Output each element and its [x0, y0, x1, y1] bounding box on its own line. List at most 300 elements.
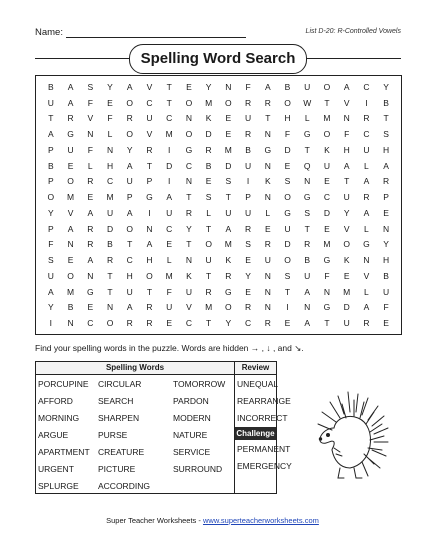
- grid-letter: O: [126, 223, 134, 234]
- grid-letter: R: [126, 113, 133, 124]
- grid-letter: C: [166, 223, 173, 234]
- spelling-word: CREATURE: [98, 447, 145, 457]
- grid-letter: N: [264, 129, 271, 140]
- grid-letter: A: [87, 207, 94, 218]
- grid-letter: Y: [245, 270, 251, 281]
- grid-letter: U: [166, 302, 173, 313]
- grid-letter: W: [303, 97, 312, 108]
- grid-letter: R: [363, 113, 370, 124]
- grid-letter: U: [245, 207, 252, 218]
- grid-letter: U: [284, 223, 291, 234]
- grid-letter: U: [363, 144, 370, 155]
- grid-letter: M: [224, 144, 232, 155]
- grid-letter: O: [323, 129, 331, 140]
- grid-letter: E: [166, 239, 173, 250]
- grid-letter: F: [107, 113, 113, 124]
- grid-letter: D: [166, 160, 173, 171]
- spelling-word: SHARPEN: [98, 413, 140, 423]
- grid-letter: A: [304, 318, 311, 329]
- grid-letter: K: [343, 255, 350, 266]
- grid-letter: D: [225, 160, 232, 171]
- grid-letter: G: [67, 129, 74, 140]
- grid-letter: B: [284, 81, 291, 92]
- grid-letter: B: [245, 144, 251, 155]
- grid-letter: E: [225, 129, 232, 140]
- grid-letter: H: [383, 255, 390, 266]
- grid-letter: O: [284, 97, 291, 108]
- grid-letter: V: [67, 207, 74, 218]
- grid-letter: R: [245, 97, 252, 108]
- grid-letter: A: [48, 129, 54, 140]
- grid-letter: O: [126, 129, 134, 140]
- grid-letter: N: [264, 302, 271, 313]
- grid-letter: B: [304, 255, 311, 266]
- grid-letter: T: [146, 160, 153, 171]
- grid-letter: O: [323, 81, 331, 92]
- grid-letter: A: [146, 239, 153, 250]
- spelling-word: ARGUE: [38, 430, 69, 440]
- grid-letter: I: [148, 207, 151, 218]
- grid-letter: A: [343, 81, 350, 92]
- grid-letter: R: [126, 318, 133, 329]
- grid-letter: D: [284, 239, 291, 250]
- grid-letter: V: [363, 270, 370, 281]
- grid-letter: I: [246, 176, 250, 187]
- grid-letter: R: [205, 144, 212, 155]
- grid-letter: V: [186, 302, 192, 313]
- grid-letter: M: [224, 239, 232, 250]
- grid-letter: D: [106, 223, 114, 234]
- grid-letter: T: [206, 223, 212, 234]
- grid-letter: Q: [303, 160, 311, 171]
- grid-letter: N: [264, 160, 271, 171]
- grid-letter: A: [363, 176, 370, 187]
- grid-letter: A: [67, 81, 74, 92]
- grid-letter: L: [166, 255, 172, 266]
- grid-letter: L: [364, 160, 369, 171]
- grid-letter: B: [48, 160, 54, 171]
- grid-letter: T: [206, 270, 212, 281]
- grid-letter: E: [186, 81, 192, 92]
- name-label: Name:: [35, 27, 63, 38]
- grid-letter: Y: [225, 318, 232, 329]
- spelling-word: PICTURE: [98, 464, 136, 474]
- grid-letter: O: [225, 302, 232, 313]
- porcupine-illustration: [310, 388, 390, 484]
- grid-letter: A: [225, 223, 232, 234]
- grid-letter: G: [284, 207, 291, 218]
- grid-letter: T: [304, 144, 310, 155]
- grid-letter: U: [47, 270, 54, 281]
- grid-letter: U: [185, 286, 192, 297]
- grid-letter: S: [205, 192, 212, 203]
- list-label: List D-20: R-Controlled Vowels: [305, 28, 401, 35]
- grid-letter: O: [67, 270, 74, 281]
- grid-letter: C: [363, 129, 370, 140]
- grid-letter: U: [304, 270, 311, 281]
- grid-letter: A: [67, 97, 74, 108]
- grid-letter: N: [67, 239, 74, 250]
- worksheet-header: [35, 27, 401, 41]
- grid-letter: R: [87, 223, 94, 234]
- grid-letter: M: [205, 302, 213, 313]
- spelling-word: MODERN: [173, 413, 211, 423]
- grid-letter: G: [146, 192, 153, 203]
- footer: [0, 516, 425, 525]
- grid-letter: U: [47, 97, 54, 108]
- grid-letter: R: [383, 176, 390, 187]
- grid-letter: C: [166, 113, 173, 124]
- grid-letter: G: [185, 144, 193, 155]
- grid-letter: O: [126, 97, 134, 108]
- grid-letter: O: [343, 239, 350, 250]
- grid-letter: Y: [107, 81, 113, 92]
- grid-letter: F: [344, 129, 350, 140]
- grid-letter: A: [126, 207, 133, 218]
- grid-letter: O: [225, 97, 232, 108]
- grid-letter: S: [225, 176, 232, 187]
- grid-letter: P: [146, 176, 153, 187]
- grid-letter: E: [67, 255, 74, 266]
- grid-letter: F: [284, 129, 291, 140]
- grid-letter: R: [146, 318, 153, 329]
- grid-letter: V: [146, 129, 153, 140]
- grid-letter: K: [186, 270, 192, 281]
- grid-letter: B: [205, 160, 212, 171]
- grid-letter: T: [344, 176, 350, 187]
- grid-letter: U: [245, 160, 252, 171]
- grid-letter: U: [225, 207, 232, 218]
- grid-letter: C: [87, 318, 94, 329]
- grid-letter: E: [205, 176, 212, 187]
- grid-letter: H: [146, 255, 153, 266]
- grid-letter: A: [343, 160, 350, 171]
- spelling-column-1: [38, 378, 90, 497]
- grid-letter: A: [126, 81, 133, 92]
- spelling-word: SEARCH: [98, 396, 134, 406]
- grid-letter: R: [245, 223, 252, 234]
- grid-letter: I: [168, 176, 171, 187]
- grid-letter: I: [365, 97, 368, 108]
- spelling-word: CIRCULAR: [98, 379, 142, 389]
- grid-letter: B: [383, 270, 389, 281]
- grid-letter: A: [363, 207, 370, 218]
- grid-letter: E: [245, 255, 251, 266]
- grid-letter: U: [106, 207, 114, 218]
- word-box: [35, 361, 292, 494]
- grid-letter: I: [49, 318, 53, 329]
- page-title: Spelling Word Search: [129, 44, 307, 74]
- grid-letter: N: [67, 318, 74, 329]
- grid-letter: L: [265, 207, 271, 218]
- grid-letter: E: [87, 192, 94, 203]
- grid-letter: R: [106, 255, 114, 266]
- grid-letter: T: [186, 239, 192, 250]
- grid-letter: A: [87, 255, 94, 266]
- grid-letter: E: [343, 270, 350, 281]
- grid-letter: Y: [48, 207, 54, 218]
- grid-letter: U: [146, 113, 153, 124]
- grid-letter: E: [324, 176, 330, 187]
- footer-prefix: Super Teacher Worksheets -: [106, 516, 203, 525]
- grid-letter: A: [126, 160, 133, 171]
- spelling-word: URGENT: [38, 464, 74, 474]
- grid-letter: G: [303, 129, 311, 140]
- grid-letter: E: [107, 97, 113, 108]
- grid-letter: N: [106, 144, 114, 155]
- grid-letter: T: [324, 318, 330, 329]
- grid-letter: E: [67, 160, 74, 171]
- spelling-word: TOMORROW: [173, 379, 226, 389]
- grid-letter: R: [304, 239, 311, 250]
- grid-letter: T: [383, 113, 389, 124]
- grid-letter: P: [126, 192, 133, 203]
- grid-letter: P: [48, 144, 54, 155]
- grid-letter: T: [225, 192, 231, 203]
- grid-letter: D: [284, 144, 291, 155]
- grid-letter: T: [127, 239, 133, 250]
- grid-letter: R: [264, 318, 271, 329]
- grid-letter: L: [364, 286, 369, 297]
- grid-letter: B: [67, 302, 74, 313]
- grid-letter: T: [166, 97, 172, 108]
- grid-letter: F: [245, 81, 251, 92]
- grid-letter: A: [264, 81, 271, 92]
- grid-letter: M: [67, 286, 75, 297]
- grid-letter: E: [225, 113, 232, 124]
- grid-letter: Y: [383, 239, 389, 250]
- grid-letter: E: [245, 286, 251, 297]
- grid-letter: E: [383, 207, 389, 218]
- grid-letter: M: [67, 192, 75, 203]
- grid-letter: N: [225, 81, 232, 92]
- grid-letter: O: [67, 176, 74, 187]
- grid-letter: N: [264, 286, 271, 297]
- grid-letter: C: [245, 318, 252, 329]
- grid-letter: M: [106, 192, 114, 203]
- grid-letter: A: [48, 286, 54, 297]
- challenge-heading: Challenge: [236, 429, 275, 438]
- grid-letter: F: [87, 97, 93, 108]
- grid-letter: I: [286, 302, 289, 313]
- grid-letter: R: [245, 129, 252, 140]
- grid-letter: R: [146, 144, 153, 155]
- grid-letter: Y: [383, 81, 389, 92]
- grid-letter: C: [146, 97, 153, 108]
- grid-letter: O: [47, 192, 55, 203]
- grid-letter: G: [323, 302, 331, 313]
- grid-letter: K: [264, 176, 271, 187]
- spelling-words-heading: Spelling Words: [105, 363, 165, 372]
- grid-letter: D: [343, 302, 350, 313]
- grid-letter: P: [383, 192, 389, 203]
- grid-letter: E: [284, 318, 291, 329]
- grid-letter: R: [185, 207, 192, 218]
- grid-letter: A: [166, 192, 173, 203]
- grid-letter: U: [205, 255, 212, 266]
- grid-letter: S: [284, 176, 291, 187]
- grid-letter: B: [48, 81, 54, 92]
- grid-letter: R: [146, 302, 153, 313]
- grid-letter: P: [48, 223, 54, 234]
- grid-letter: S: [245, 239, 251, 250]
- grid-letter: T: [107, 286, 113, 297]
- grid-letter: N: [87, 270, 94, 281]
- footer-link[interactable]: www.superteacherworksheets.com: [202, 516, 319, 525]
- spelling-word: MORNING: [38, 413, 80, 423]
- grid-letter: F: [87, 144, 93, 155]
- grid-letter: I: [168, 144, 171, 155]
- grid-letter: E: [166, 318, 173, 329]
- grid-letter: L: [107, 129, 113, 140]
- grid-letter: N: [185, 113, 192, 124]
- grid-letter: A: [383, 160, 389, 171]
- grid-letter: Y: [205, 81, 212, 92]
- grid-letter: C: [363, 81, 370, 92]
- grid-letter: F: [166, 286, 172, 297]
- grid-letter: L: [206, 207, 211, 218]
- grid-letter: N: [146, 223, 153, 234]
- grid-letter: C: [106, 176, 114, 187]
- grid-letter: N: [304, 302, 311, 313]
- word-box-header: [36, 362, 276, 375]
- review-word: REARRANGE: [237, 396, 291, 406]
- review-word: INCORRECT: [237, 413, 288, 423]
- grid-letter: R: [87, 239, 94, 250]
- word-search-grid: [35, 75, 402, 335]
- grid-letter: S: [304, 207, 311, 218]
- spelling-word: ACCORDING: [98, 481, 150, 491]
- grid-letter: E: [284, 160, 291, 171]
- grid-letter: C: [185, 160, 192, 171]
- grid-letter: U: [67, 144, 74, 155]
- grid-letter: E: [324, 223, 330, 234]
- grid-letter: B: [107, 239, 113, 250]
- grid-letter: R: [67, 113, 74, 124]
- grid-letter: E: [383, 318, 389, 329]
- grid-letter: N: [343, 113, 350, 124]
- grid-letter: N: [185, 255, 192, 266]
- grid-letter: R: [264, 97, 271, 108]
- grid-letter: N: [87, 129, 94, 140]
- grid-letter: N: [383, 223, 390, 234]
- grid-letter: N: [363, 255, 370, 266]
- grid-letter: C: [323, 192, 331, 203]
- grid-letter: T: [107, 270, 113, 281]
- grid-letter: R: [205, 286, 212, 297]
- grid-letter: O: [284, 255, 291, 266]
- grid-letter: U: [304, 81, 311, 92]
- spelling-word: AFFORD: [38, 396, 73, 406]
- grid-letter: V: [87, 113, 94, 124]
- grid-letter: T: [206, 318, 212, 329]
- grid-letter: K: [225, 255, 232, 266]
- grid-letter: T: [324, 97, 330, 108]
- grid-letter: Y: [343, 207, 350, 218]
- grid-letter: F: [48, 239, 54, 250]
- grid-letter: T: [265, 113, 271, 124]
- grid-letter: A: [126, 302, 133, 313]
- grid-letter: O: [146, 270, 153, 281]
- spelling-column-2: [98, 378, 150, 497]
- grid-letter: U: [126, 286, 133, 297]
- grid-letter: U: [166, 207, 173, 218]
- spelling-word: SERVICE: [173, 447, 211, 457]
- grid-letter: N: [185, 176, 192, 187]
- grid-letter: H: [284, 113, 291, 124]
- grid-letter: A: [363, 302, 370, 313]
- grid-letter: U: [343, 318, 350, 329]
- grid-letter: V: [343, 97, 350, 108]
- spelling-word: APARTMENT: [38, 447, 90, 457]
- challenge-word: PERMANENT: [237, 444, 291, 454]
- grid-letter: N: [264, 270, 271, 281]
- grid-letter: R: [225, 270, 232, 281]
- grid-letter: V: [146, 81, 153, 92]
- grid-letter: L: [304, 113, 310, 124]
- spelling-word: PURSE: [98, 430, 128, 440]
- grid-letter: M: [343, 286, 351, 297]
- grid-letter: F: [324, 270, 330, 281]
- grid-letter: Y: [126, 144, 133, 155]
- grid-letter: E: [264, 223, 271, 234]
- grid-letter: U: [383, 286, 390, 297]
- grid-letter: L: [364, 223, 369, 234]
- grid-letter: G: [86, 286, 94, 297]
- grid-letter: M: [323, 239, 331, 250]
- grid-letter: U: [245, 113, 252, 124]
- grid-letter: H: [106, 160, 114, 171]
- grid-letter: T: [166, 81, 172, 92]
- grid-letter: G: [225, 286, 232, 297]
- grid-letter: Y: [186, 223, 192, 234]
- review-heading: Review: [234, 362, 276, 374]
- grid-letter: G: [323, 255, 331, 266]
- challenge-word: EMERGENCY: [237, 461, 292, 471]
- review-column: [237, 378, 291, 429]
- grid-letter: S: [284, 270, 291, 281]
- grid-letter: U: [264, 255, 271, 266]
- grid-letter: G: [363, 239, 370, 250]
- grid-letter: M: [165, 270, 173, 281]
- grid-letter: A: [67, 223, 74, 234]
- grid-letter: N: [304, 176, 311, 187]
- grid-letter: S: [383, 129, 389, 140]
- grid-letter: P: [48, 176, 54, 187]
- grid-letter: G: [303, 192, 311, 203]
- grid-letter: D: [323, 207, 331, 218]
- grid-letter: R: [363, 192, 370, 203]
- review-word: UNEQUAL: [237, 379, 279, 389]
- grid-letter: P: [245, 192, 251, 203]
- grid-letter: V: [343, 223, 350, 234]
- challenge-column: [237, 443, 292, 477]
- grid-letter: C: [185, 318, 192, 329]
- grid-letter: R: [363, 318, 370, 329]
- grid-letter: S: [87, 81, 94, 92]
- title-banner: [35, 44, 401, 72]
- grid-letter: O: [106, 318, 114, 329]
- grid-letter: R: [87, 176, 94, 187]
- grid-letter: M: [205, 97, 213, 108]
- grid-letter: M: [323, 113, 331, 124]
- spelling-word: PARDON: [173, 396, 209, 406]
- grid-letter: O: [284, 192, 291, 203]
- grid-letter: C: [126, 255, 133, 266]
- grid-letter: N: [264, 192, 271, 203]
- grid-letter: Y: [48, 302, 54, 313]
- grid-letter: T: [146, 286, 153, 297]
